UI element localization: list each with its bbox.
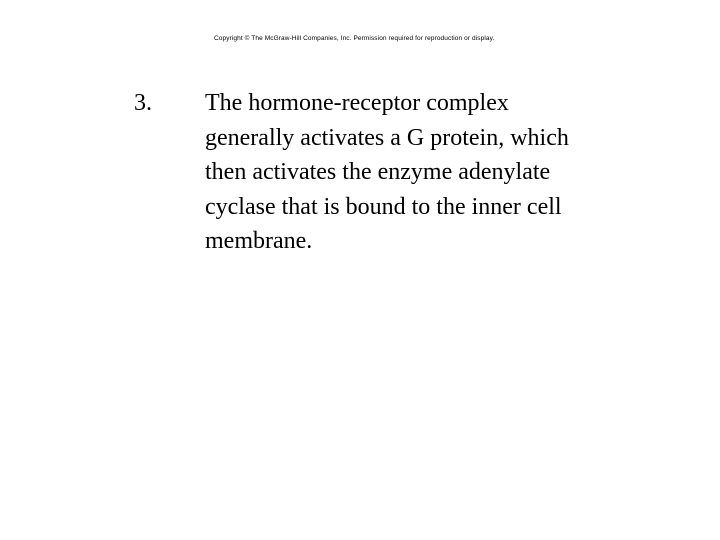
copyright-notice: Copyright © The McGraw-Hill Companies, Inc. Permission required for reproduction or display. bbox=[214, 35, 495, 42]
text-line: generally activates a G protein, which bbox=[205, 124, 569, 151]
list-item-text bbox=[205, 86, 675, 259]
text-line: then activates the enzyme adenylate bbox=[205, 159, 551, 185]
text-line: cyclase that is bound to the inner cell bbox=[205, 193, 562, 220]
list-item-number: 3. bbox=[134, 90, 152, 116]
text-line: The hormone-receptor complex bbox=[205, 90, 509, 116]
text-line: membrane. bbox=[205, 228, 313, 254]
